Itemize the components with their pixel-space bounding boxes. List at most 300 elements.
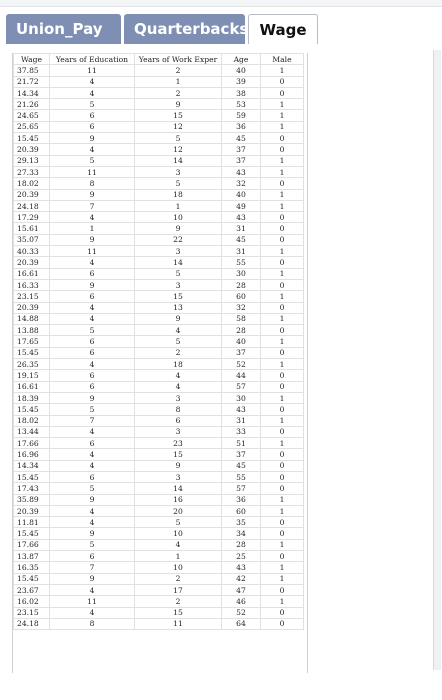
cell-years-work-experience[interactable]: 8 (135, 404, 222, 415)
cell-male[interactable]: 0 (261, 279, 304, 290)
cell-male[interactable]: 0 (261, 370, 304, 381)
cell-wage[interactable]: 21.26 (14, 99, 50, 110)
cell-years-work-experience[interactable]: 12 (135, 121, 222, 132)
cell-male[interactable]: 0 (261, 449, 304, 460)
cell-wage[interactable]: 15.45 (14, 573, 50, 584)
cell-age[interactable]: 43 (222, 404, 261, 415)
cell-wage[interactable]: 16.35 (14, 562, 50, 573)
cell-years-education[interactable]: 7 (50, 562, 135, 573)
cell-wage[interactable]: 17.66 (14, 539, 50, 550)
cell-years-work-experience[interactable]: 9 (135, 223, 222, 234)
cell-male[interactable]: 0 (261, 212, 304, 223)
cell-male[interactable]: 1 (261, 494, 304, 505)
table-row (14, 505, 304, 516)
cell-wage[interactable]: 16.02 (14, 596, 50, 607)
cell-age[interactable]: 53 (222, 99, 261, 110)
cell-male[interactable]: 0 (261, 76, 304, 87)
cell-years-education[interactable]: 6 (50, 471, 135, 482)
cell-age[interactable]: 51 (222, 438, 261, 449)
cell-wage[interactable]: 20.39 (14, 189, 50, 200)
cell-wage[interactable]: 19.15 (14, 370, 50, 381)
table-row (14, 257, 304, 268)
cell-years-education[interactable]: 5 (50, 483, 135, 494)
cell-age[interactable]: 49 (222, 200, 261, 211)
cell-age[interactable]: 25 (222, 551, 261, 562)
cell-years-work-experience[interactable]: 5 (135, 268, 222, 279)
cell-age[interactable]: 31 (222, 246, 261, 257)
cell-years-work-experience[interactable]: 10 (135, 528, 222, 539)
cell-age[interactable]: 39 (222, 76, 261, 87)
cell-years-education[interactable]: 11 (50, 596, 135, 607)
cell-male[interactable]: 0 (261, 471, 304, 482)
cell-male[interactable]: 1 (261, 246, 304, 257)
cell-male[interactable]: 0 (261, 223, 304, 234)
cell-male[interactable]: 1 (261, 121, 304, 132)
cell-years-education[interactable]: 4 (50, 144, 135, 155)
cell-years-work-experience[interactable]: 5 (135, 517, 222, 528)
cell-wage[interactable]: 16.33 (14, 279, 50, 290)
cell-male[interactable]: 0 (261, 257, 304, 268)
cell-wage[interactable]: 18.39 (14, 392, 50, 403)
cell-age[interactable]: 52 (222, 607, 261, 618)
cell-wage[interactable]: 16.61 (14, 268, 50, 279)
cell-years-education[interactable]: 7 (50, 415, 135, 426)
cell-age[interactable]: 38 (222, 87, 261, 98)
cell-male[interactable]: 1 (261, 291, 304, 302)
table-row (14, 618, 304, 629)
cell-age[interactable]: 28 (222, 539, 261, 550)
cell-male[interactable]: 0 (261, 528, 304, 539)
cell-years-work-experience[interactable]: 2 (135, 65, 222, 76)
table-row (14, 426, 304, 437)
table-row (14, 494, 304, 505)
table-row (14, 178, 304, 189)
cell-age[interactable]: 30 (222, 392, 261, 403)
cell-years-work-experience[interactable]: 15 (135, 449, 222, 460)
cell-years-education[interactable]: 9 (50, 392, 135, 403)
header-male[interactable]: Male (261, 54, 304, 65)
cell-years-work-experience[interactable]: 20 (135, 505, 222, 516)
cell-wage[interactable]: 37.85 (14, 65, 50, 76)
cell-years-work-experience[interactable]: 1 (135, 200, 222, 211)
table-body (14, 65, 304, 630)
cell-years-education[interactable]: 5 (50, 325, 135, 336)
cell-male[interactable]: 1 (261, 166, 304, 177)
cell-age[interactable]: 64 (222, 618, 261, 629)
table-row (14, 155, 304, 166)
cell-age[interactable]: 45 (222, 133, 261, 144)
cell-male[interactable]: 1 (261, 505, 304, 516)
cell-age[interactable]: 43 (222, 212, 261, 223)
table-row (14, 234, 304, 245)
cell-wage[interactable]: 13.44 (14, 426, 50, 437)
header-years-work-experience[interactable]: Years of Work Exper (135, 54, 222, 65)
cell-male[interactable]: 0 (261, 302, 304, 313)
cell-age[interactable]: 59 (222, 110, 261, 121)
cell-male[interactable]: 0 (261, 234, 304, 245)
cell-wage[interactable]: 14.34 (14, 460, 50, 471)
cell-years-work-experience[interactable]: 12 (135, 144, 222, 155)
cell-wage[interactable]: 13.87 (14, 551, 50, 562)
header-age[interactable]: Age (222, 54, 261, 65)
cell-wage[interactable]: 29.13 (14, 155, 50, 166)
cell-years-work-experience[interactable]: 5 (135, 336, 222, 347)
cell-years-work-experience[interactable]: 2 (135, 573, 222, 584)
cell-male[interactable]: 0 (261, 483, 304, 494)
cell-years-work-experience[interactable]: 14 (135, 155, 222, 166)
cell-age[interactable]: 40 (222, 65, 261, 76)
cell-male[interactable]: 0 (261, 460, 304, 471)
cell-age[interactable]: 37 (222, 449, 261, 460)
cell-age[interactable]: 60 (222, 291, 261, 302)
cell-wage[interactable]: 35.07 (14, 234, 50, 245)
table-row (14, 200, 304, 211)
cell-male[interactable]: 1 (261, 539, 304, 550)
cell-male[interactable]: 0 (261, 144, 304, 155)
cell-wage[interactable]: 24.65 (14, 110, 50, 121)
cell-male[interactable]: 1 (261, 596, 304, 607)
table-row (14, 246, 304, 257)
table-row (14, 223, 304, 234)
cell-wage[interactable]: 16.96 (14, 449, 50, 460)
cell-male[interactable]: 0 (261, 404, 304, 415)
cell-years-work-experience[interactable]: 17 (135, 584, 222, 595)
cell-male[interactable]: 0 (261, 607, 304, 618)
cell-age[interactable]: 42 (222, 573, 261, 584)
cell-wage[interactable]: 23.15 (14, 291, 50, 302)
header-wage[interactable]: Wage (14, 54, 50, 65)
table-row (14, 110, 304, 121)
cell-years-education[interactable]: 9 (50, 234, 135, 245)
table-row (14, 596, 304, 607)
cell-wage[interactable]: 15.45 (14, 133, 50, 144)
cell-male[interactable]: 1 (261, 189, 304, 200)
cell-age[interactable]: 45 (222, 234, 261, 245)
cell-years-education[interactable]: 6 (50, 291, 135, 302)
cell-years-education[interactable]: 4 (50, 76, 135, 87)
table-row (14, 76, 304, 87)
cell-male[interactable]: 0 (261, 347, 304, 358)
cell-male[interactable]: 1 (261, 65, 304, 76)
cell-wage[interactable]: 11.81 (14, 517, 50, 528)
cell-years-work-experience[interactable]: 1 (135, 76, 222, 87)
cell-wage[interactable]: 17.65 (14, 336, 50, 347)
cell-years-work-experience[interactable]: 9 (135, 313, 222, 324)
cell-years-education[interactable]: 9 (50, 279, 135, 290)
cell-years-work-experience[interactable]: 9 (135, 99, 222, 110)
cell-years-work-experience[interactable]: 23 (135, 438, 222, 449)
cell-years-education[interactable]: 4 (50, 212, 135, 223)
cell-years-education[interactable]: 8 (50, 618, 135, 629)
table-row (14, 517, 304, 528)
cell-male[interactable]: 1 (261, 415, 304, 426)
cell-years-education[interactable]: 4 (50, 257, 135, 268)
table-row (14, 415, 304, 426)
cell-age[interactable]: 57 (222, 381, 261, 392)
cell-age[interactable]: 31 (222, 223, 261, 234)
wage-table (13, 53, 304, 630)
cell-years-education[interactable]: 4 (50, 87, 135, 98)
cell-age[interactable]: 37 (222, 155, 261, 166)
cell-age[interactable]: 46 (222, 596, 261, 607)
cell-male[interactable]: 1 (261, 562, 304, 573)
tab-union-pay[interactable]: Union_Pay (6, 14, 121, 44)
table-row (14, 133, 304, 144)
cell-years-education[interactable]: 9 (50, 189, 135, 200)
cell-wage[interactable]: 14.34 (14, 87, 50, 98)
cell-years-work-experience[interactable]: 3 (135, 279, 222, 290)
cell-age[interactable]: 40 (222, 189, 261, 200)
cell-wage[interactable]: 24.18 (14, 618, 50, 629)
cell-years-work-experience[interactable]: 4 (135, 539, 222, 550)
table-row (14, 471, 304, 482)
cell-years-work-experience[interactable]: 11 (135, 618, 222, 629)
cell-age[interactable]: 45 (222, 460, 261, 471)
cell-age[interactable]: 55 (222, 257, 261, 268)
cell-years-work-experience[interactable]: 3 (135, 471, 222, 482)
cell-years-education[interactable]: 6 (50, 381, 135, 392)
cell-wage[interactable]: 15.45 (14, 471, 50, 482)
cell-wage[interactable]: 15.45 (14, 404, 50, 415)
cell-years-education[interactable]: 11 (50, 65, 135, 76)
cell-years-work-experience[interactable]: 1 (135, 551, 222, 562)
table-row (14, 302, 304, 313)
cell-male[interactable]: 1 (261, 573, 304, 584)
cell-male[interactable]: 1 (261, 359, 304, 370)
cell-years-education[interactable]: 9 (50, 528, 135, 539)
cell-years-education[interactable]: 4 (50, 302, 135, 313)
cell-wage[interactable]: 35.89 (14, 494, 50, 505)
cell-years-education[interactable]: 4 (50, 449, 135, 460)
cell-years-work-experience[interactable]: 3 (135, 426, 222, 437)
cell-age[interactable]: 37 (222, 144, 261, 155)
table-row (14, 65, 304, 76)
cell-male[interactable]: 1 (261, 268, 304, 279)
cell-wage[interactable]: 20.39 (14, 505, 50, 516)
cell-wage[interactable]: 20.39 (14, 257, 50, 268)
cell-age[interactable]: 55 (222, 471, 261, 482)
vertical-scrollbar[interactable] (433, 50, 441, 670)
cell-years-education[interactable]: 4 (50, 313, 135, 324)
cell-years-work-experience[interactable]: 9 (135, 460, 222, 471)
cell-years-education[interactable]: 6 (50, 347, 135, 358)
cell-wage[interactable]: 15.61 (14, 223, 50, 234)
cell-years-work-experience[interactable]: 15 (135, 607, 222, 618)
table-row (14, 313, 304, 324)
cell-years-education[interactable]: 4 (50, 517, 135, 528)
cell-years-education[interactable]: 6 (50, 551, 135, 562)
cell-wage[interactable]: 20.39 (14, 144, 50, 155)
cell-wage[interactable]: 27.33 (14, 166, 50, 177)
cell-years-education[interactable]: 4 (50, 460, 135, 471)
cell-age[interactable]: 44 (222, 370, 261, 381)
cell-years-work-experience[interactable]: 15 (135, 110, 222, 121)
cell-years-work-experience[interactable]: 2 (135, 87, 222, 98)
cell-age[interactable]: 34 (222, 528, 261, 539)
cell-wage[interactable]: 17.29 (14, 212, 50, 223)
cell-male[interactable]: 0 (261, 551, 304, 562)
cell-years-education[interactable]: 6 (50, 370, 135, 381)
cell-years-work-experience[interactable]: 14 (135, 483, 222, 494)
cell-wage[interactable]: 20.39 (14, 302, 50, 313)
cell-male[interactable]: 1 (261, 438, 304, 449)
cell-wage[interactable]: 14.88 (14, 313, 50, 324)
cell-age[interactable]: 36 (222, 494, 261, 505)
cell-years-education[interactable]: 4 (50, 607, 135, 618)
table-row (14, 325, 304, 336)
cell-age[interactable]: 37 (222, 347, 261, 358)
cell-wage[interactable]: 18.02 (14, 178, 50, 189)
cell-age[interactable]: 30 (222, 268, 261, 279)
cell-years-work-experience[interactable]: 6 (135, 415, 222, 426)
table-row (14, 144, 304, 155)
cell-years-education[interactable]: 9 (50, 573, 135, 584)
table-row (14, 584, 304, 595)
cell-years-education[interactable]: 6 (50, 438, 135, 449)
tab-wage[interactable]: Wage (248, 14, 318, 44)
tab-quarterbacks[interactable]: Quarterbacks (124, 14, 245, 44)
cell-years-work-experience[interactable]: 13 (135, 302, 222, 313)
cell-male[interactable]: 0 (261, 178, 304, 189)
cell-male[interactable]: 0 (261, 517, 304, 528)
cell-male[interactable]: 1 (261, 155, 304, 166)
cell-male[interactable]: 0 (261, 381, 304, 392)
table-row (14, 404, 304, 415)
cell-age[interactable]: 52 (222, 359, 261, 370)
cell-years-education[interactable]: 5 (50, 99, 135, 110)
cell-wage[interactable]: 23.15 (14, 607, 50, 618)
table-row (14, 551, 304, 562)
cell-wage[interactable]: 23.67 (14, 584, 50, 595)
cell-years-education[interactable]: 11 (50, 246, 135, 257)
cell-age[interactable]: 47 (222, 584, 261, 595)
table-row (14, 189, 304, 200)
cell-male[interactable]: 0 (261, 325, 304, 336)
cell-years-work-experience[interactable]: 18 (135, 359, 222, 370)
cell-years-work-experience[interactable]: 4 (135, 325, 222, 336)
cell-age[interactable]: 58 (222, 313, 261, 324)
cell-years-work-experience[interactable]: 3 (135, 392, 222, 403)
cell-wage[interactable]: 16.61 (14, 381, 50, 392)
cell-age[interactable]: 40 (222, 336, 261, 347)
table-row (14, 279, 304, 290)
cell-age[interactable]: 28 (222, 325, 261, 336)
cell-male[interactable]: 1 (261, 110, 304, 121)
table-row (14, 528, 304, 539)
cell-male[interactable]: 1 (261, 200, 304, 211)
cell-years-work-experience[interactable]: 18 (135, 189, 222, 200)
cell-years-work-experience[interactable]: 10 (135, 212, 222, 223)
cell-years-work-experience[interactable]: 3 (135, 246, 222, 257)
cell-male[interactable]: 0 (261, 618, 304, 629)
cell-years-education[interactable]: 4 (50, 584, 135, 595)
cell-years-work-experience[interactable]: 4 (135, 381, 222, 392)
table-row (14, 370, 304, 381)
cell-years-work-experience[interactable]: 4 (135, 370, 222, 381)
cell-age[interactable]: 31 (222, 415, 261, 426)
cell-male[interactable]: 1 (261, 99, 304, 110)
cell-years-education[interactable]: 9 (50, 494, 135, 505)
cell-years-education[interactable]: 7 (50, 200, 135, 211)
cell-wage[interactable]: 17.66 (14, 438, 50, 449)
cell-years-education[interactable]: 8 (50, 178, 135, 189)
table-row (14, 268, 304, 279)
cell-age[interactable]: 35 (222, 517, 261, 528)
cell-years-education[interactable]: 5 (50, 155, 135, 166)
cell-male[interactable]: 0 (261, 584, 304, 595)
cell-years-work-experience[interactable]: 5 (135, 133, 222, 144)
table-row (14, 438, 304, 449)
cell-years-work-experience[interactable]: 16 (135, 494, 222, 505)
cell-male[interactable]: 0 (261, 426, 304, 437)
cell-years-work-experience[interactable]: 2 (135, 347, 222, 358)
cell-years-work-experience[interactable]: 14 (135, 257, 222, 268)
cell-wage[interactable]: 13.88 (14, 325, 50, 336)
sheet-tab-bar (6, 14, 318, 44)
window-top-strip (0, 0, 442, 7)
cell-years-work-experience[interactable]: 22 (135, 234, 222, 245)
cell-years-work-experience[interactable]: 2 (135, 596, 222, 607)
cell-wage[interactable]: 21.72 (14, 76, 50, 87)
cell-years-education[interactable]: 6 (50, 110, 135, 121)
cell-wage[interactable]: 24.18 (14, 200, 50, 211)
cell-male[interactable]: 1 (261, 392, 304, 403)
table-row (14, 562, 304, 573)
cell-male[interactable]: 0 (261, 87, 304, 98)
cell-wage[interactable]: 25.65 (14, 121, 50, 132)
cell-years-education[interactable]: 5 (50, 404, 135, 415)
cell-years-education[interactable]: 6 (50, 121, 135, 132)
cell-wage[interactable]: 18.02 (14, 415, 50, 426)
table-row (14, 212, 304, 223)
table-row (14, 539, 304, 550)
cell-years-education[interactable]: 6 (50, 336, 135, 347)
cell-wage[interactable]: 40.33 (14, 246, 50, 257)
cell-years-education[interactable]: 1 (50, 223, 135, 234)
cell-years-education[interactable]: 6 (50, 268, 135, 279)
cell-male[interactable]: 0 (261, 133, 304, 144)
cell-wage[interactable]: 17.43 (14, 483, 50, 494)
cell-wage[interactable]: 15.45 (14, 347, 50, 358)
cell-age[interactable]: 32 (222, 178, 261, 189)
cell-years-education[interactable]: 4 (50, 426, 135, 437)
cell-age[interactable]: 28 (222, 279, 261, 290)
cell-male[interactable]: 1 (261, 313, 304, 324)
spreadsheet-grid (12, 53, 308, 673)
table-row (14, 573, 304, 584)
cell-age[interactable]: 32 (222, 302, 261, 313)
cell-years-education[interactable]: 5 (50, 539, 135, 550)
cell-years-work-experience[interactable]: 3 (135, 166, 222, 177)
cell-age[interactable]: 33 (222, 426, 261, 437)
cell-years-work-experience[interactable]: 15 (135, 291, 222, 302)
cell-male[interactable]: 1 (261, 336, 304, 347)
cell-wage[interactable]: 15.45 (14, 528, 50, 539)
cell-age[interactable]: 43 (222, 562, 261, 573)
cell-years-work-experience[interactable]: 5 (135, 178, 222, 189)
cell-age[interactable]: 60 (222, 505, 261, 516)
cell-years-education[interactable]: 11 (50, 166, 135, 177)
header-years-education[interactable]: Years of Education (50, 54, 135, 65)
cell-age[interactable]: 57 (222, 483, 261, 494)
cell-years-work-experience[interactable]: 10 (135, 562, 222, 573)
cell-wage[interactable]: 26.35 (14, 359, 50, 370)
cell-years-education[interactable]: 4 (50, 505, 135, 516)
cell-age[interactable]: 43 (222, 166, 261, 177)
cell-years-education[interactable]: 9 (50, 133, 135, 144)
cell-years-education[interactable]: 4 (50, 359, 135, 370)
cell-age[interactable]: 36 (222, 121, 261, 132)
